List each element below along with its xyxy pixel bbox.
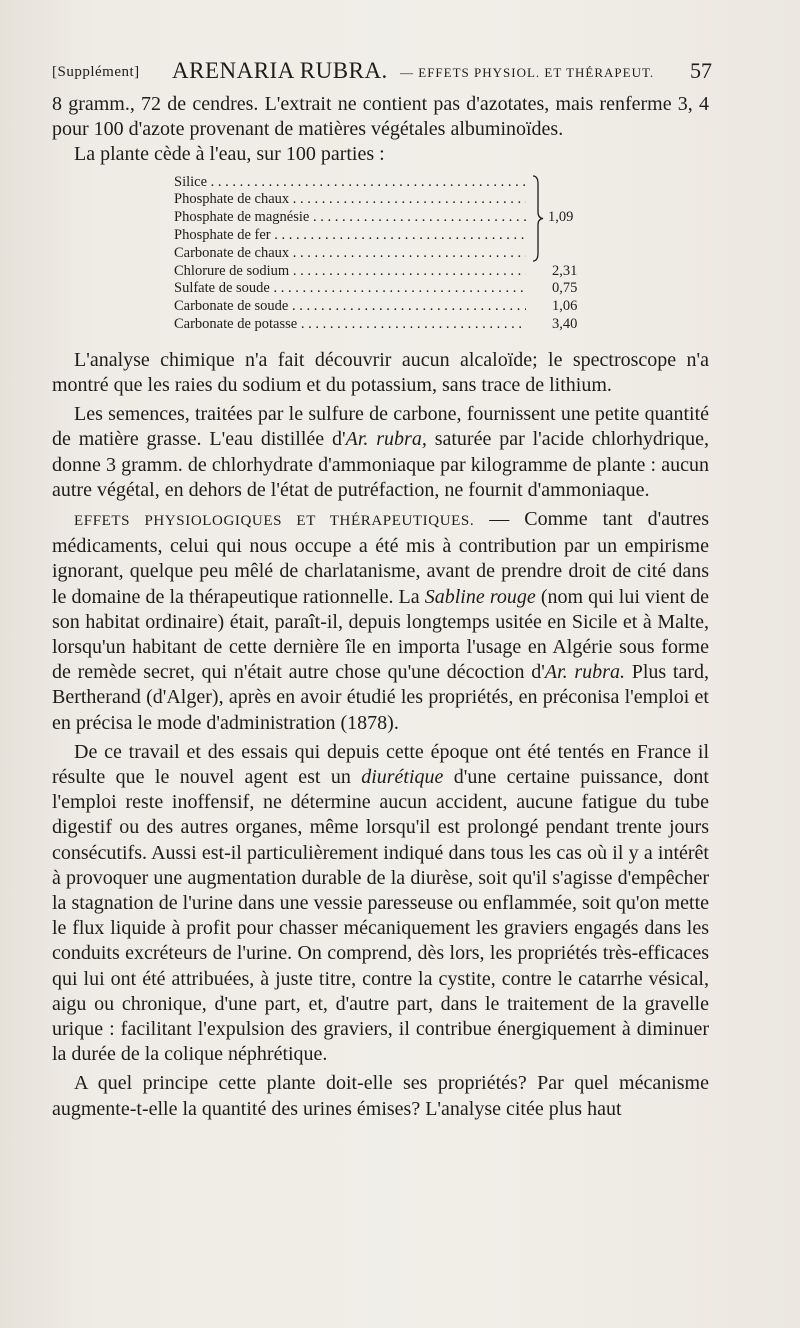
text-run: d'une certaine puissance, dont l'emploi reste inoffensif, ne détermine aucun accident, aucune fatigue du tube digestif ou des autres organes, même lorsqu'il est prolongé pendant trente jours consécutifs. Aussi est-il particulièrement indiqué dans tous les cas où il y a intérêt à provoquer une augmentation durable de la diurèse, soit qu'il s'agisse d'empêcher la stagnation de l'urine dans une vessie paresseuse ou enflammée, soit qu'on mette le flux liquide à profit pour chasser mécaniquement les graviers engagés dans les conduits excréteurs de l'urine. On comprend, dès lors, les propriétés très-efficaces qui lui ont été attribuées, à juste titre, contre la cystite, contre le catarrhe vésical, aigu ou chronique, d'une part, et, d'autre part, dans le traitement de la gravelle urique : facilitant l'expulsion des graviers, il contribue énergiquement à diminuer la durée de la colique néphrétique. xyxy=(52,766,709,1066)
table-row xyxy=(174,280,634,298)
page-number: 57 xyxy=(690,58,712,83)
composition-table xyxy=(174,174,634,334)
paragraph-effects xyxy=(52,507,709,736)
text-run: — Comme tant d'autres médicaments, celui qui nous occupe a été mis à contribution par un empirisme ignorant, quelque peu mêlé de charlatanisme, avant de prendre droit de cité dans le domaine de la thérapeutique rationnelle. La xyxy=(52,508,709,608)
group-value: 1,09 xyxy=(548,208,574,225)
table-row xyxy=(174,245,634,263)
text-run: Les semences, traitées par le sulfure de carbone, fournissent une petite quantité de matière grasse. L'eau distillée d' xyxy=(52,403,709,451)
row-name: Carbonate de chaux . . . xyxy=(174,245,526,263)
table-row xyxy=(174,174,634,192)
italic-run: Sabline rouge xyxy=(424,585,536,608)
running-header xyxy=(52,58,712,84)
text-run: saturée par l'acide chlorhydrique, donne 3 gramm. de chlorhydrate d'ammoniaque par kilogramme de plante : aucun autre végétal, en dehors de l'état de putréfaction, ne fournit d'ammoniaque. xyxy=(52,428,709,501)
section-heading: EFFETS PHYSIOLOGIQUES ET THÉRAPEUTIQUES. xyxy=(74,513,475,529)
row-value: 0,75 xyxy=(552,280,578,297)
intro-lead: La plante cède à l'eau, sur 100 parties : xyxy=(74,143,385,166)
table-row xyxy=(174,298,634,316)
text-run: Plus tard, Bertherand (d'Alger), après en avoir étudié les propriétés, en préconisa l'emploi et en précisa le mode d'administration (1878). xyxy=(52,661,709,734)
row-name: Phosphate de fer . . . xyxy=(174,227,526,245)
page-body xyxy=(52,92,709,1122)
intro-paragraph: 8 gramm., 72 de cendres. L'extrait ne contient pas d'azotates, mais renferme 3, 4 pour 100 d'azote provenant de matières végétales albuminoïdes. xyxy=(52,93,709,141)
table-row xyxy=(174,316,634,334)
row-name: Phosphate de magnésie . . . xyxy=(174,209,526,227)
paragraph-analysis: L'analyse chimique n'a fait découvrir aucun alcaloïde; le spectroscope n'a montré que les raies du sodium et du potassium, sans trace de lithium. xyxy=(52,348,709,396)
text-run: De ce travail et des essais qui depuis cette époque ont été tentés en France il résulte que le nouvel agent est un xyxy=(52,740,709,789)
paragraph-seeds xyxy=(52,402,709,503)
row-name: Silice . . . xyxy=(174,174,526,192)
row-name: Sulfate de soude . . . xyxy=(174,280,526,298)
curly-brace xyxy=(531,174,545,263)
text-run: (nom qui lui vient de son habitat ordinaire) était, paraît-il, depuis longtemps usitée en Sicile et à Malte, lorsqu'un habitant de cette dernière île en importa l'usage en Algérie sous forme de remède secret, qui n'était autre chose qu'une décoction d' xyxy=(52,585,709,684)
row-value: 2,31 xyxy=(552,262,578,279)
running-title: ARENARIA RUBRA. xyxy=(172,58,388,83)
paragraph-question: A quel principe cette plante doit-elle ses propriétés? Par quel mécanisme augmente-t-elle la quantité des urines émises? L'analyse citée plus haut xyxy=(52,1072,709,1120)
table-row xyxy=(174,191,634,209)
row-value: 3,40 xyxy=(552,315,578,332)
row-name: Chlorure de sodium . . . xyxy=(174,263,526,281)
row-name: Carbonate de soude . . . xyxy=(174,298,526,316)
italic-run: Ar. rubra. xyxy=(544,661,625,684)
italic-run: Ar. rubra, xyxy=(345,428,427,451)
paragraph-diuretic xyxy=(52,740,709,1068)
table-row xyxy=(174,227,634,245)
italic-run: diurétique xyxy=(361,766,444,789)
running-subtitle: — EFFETS PHYSIOL. ET THÉRAPEUT. xyxy=(400,65,655,80)
table-row xyxy=(174,263,634,281)
row-name: Phosphate de chaux . . . xyxy=(174,191,526,209)
supplement-label: [Supplément] xyxy=(52,64,140,80)
row-name: Carbonate de potasse . . . xyxy=(174,316,526,334)
row-value: 1,06 xyxy=(552,298,578,315)
